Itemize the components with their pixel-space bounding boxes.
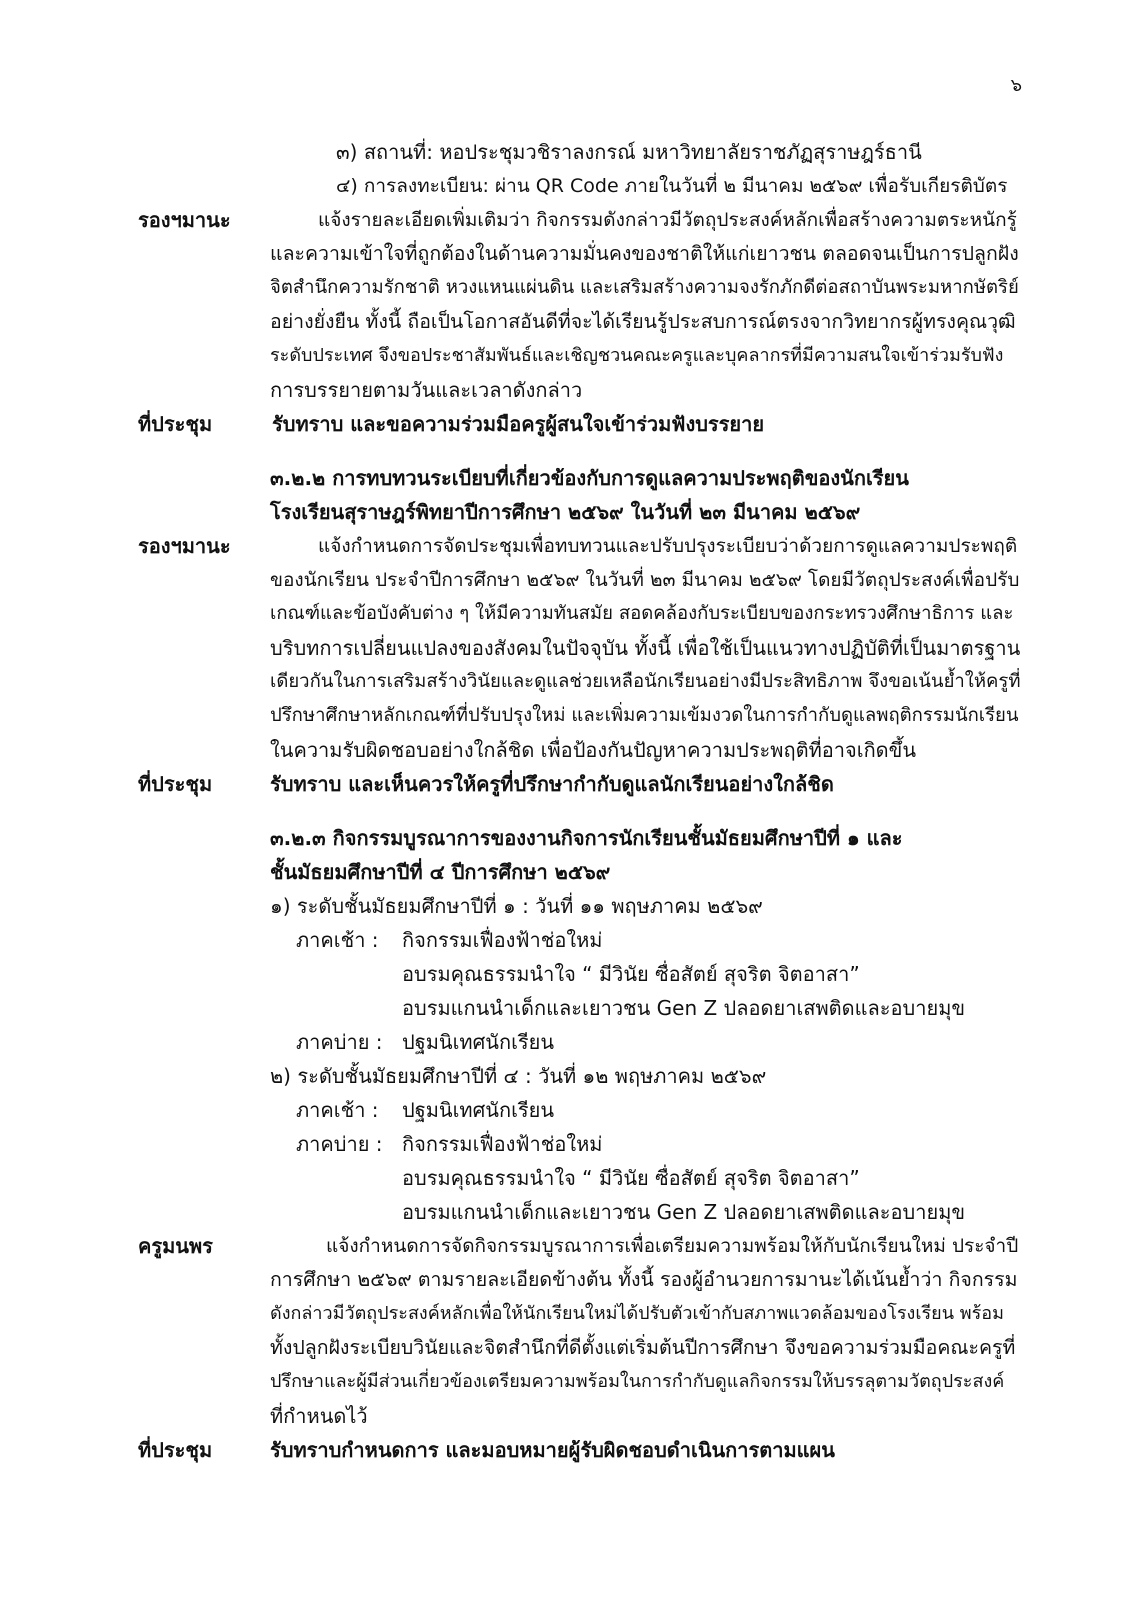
paragraph-line: ปรึกษาศึกษาหลักเกณฑ์ที่ปรับปรุงใหม่ และเพิ่มความเข้มงวดในการกำกับดูแลพฤติกรรมนักเรียน xyxy=(270,705,1019,726)
paragraph-line: การบรรยายตามวันและเวลาดังกล่าว xyxy=(270,378,583,402)
activity-item: ปฐมนิเทศนักเรียน xyxy=(402,1030,555,1054)
paragraph-line: จิตสำนึกความรักชาติ หวงแหนแผ่นดิน และเสริมสร้างความจงรักภักดีต่อสถาบันพระมหากษัตริย์ xyxy=(270,277,1019,298)
afternoon-label: ภาคบ่าย : xyxy=(296,1030,383,1054)
level-4-schedule: ๒) ระดับชั้นมัธยมศึกษาปีที่ ๔ : วันที่ ๑๒ พฤษภาคม ๒๕๖๙ xyxy=(270,1064,767,1088)
section-heading: ๓.๒.๓ กิจกรรมบูรณาการของงานกิจการนักเรียนชั้นมัธยมศึกษาปีที่ ๑ และ xyxy=(270,826,903,850)
paragraph-line: ของนักเรียน ประจำปีการศึกษา ๒๕๖๙ ในวันที่ ๒๓ มีนาคม ๒๕๖๙ โดยมีวัตถุประสงค์เพื่อปรับ xyxy=(270,569,1020,591)
paragraph-line: บริบทการเปลี่ยนแปลงของสังคมในปัจจุบัน ทั้งนี้ เพื่อใช้เป็นแนวทางปฏิบัติที่เป็นมาตรฐาน xyxy=(270,636,1021,660)
registration-item: ๔) การลงทะเบียน: ผ่าน QR Code ภายในวันที่ ๒ มีนาคม ๒๕๖๙ เพื่อรับเกียรติบัตร xyxy=(336,175,1008,197)
paragraph-line: ในความรับผิดชอบอย่างใกล้ชิด เพื่อป้องกันปัญหาความประพฤติที่อาจเกิดขึ้น xyxy=(270,738,917,762)
afternoon-label: ภาคบ่าย : xyxy=(296,1132,383,1156)
page-number: ๖ xyxy=(1010,75,1022,96)
paragraph-line: ที่กำหนดไว้ xyxy=(270,1404,368,1428)
resolution-text: รับทราบ และเห็นควรให้ครูที่ปรึกษากำกับดูแลนักเรียนอย่างใกล้ชิด xyxy=(270,772,834,796)
activity-item: กิจกรรมเฟื่องฟ้าช่อใหม่ xyxy=(402,928,603,952)
paragraph-line: แจ้งกำหนดการจัดกิจกรรมบูรณาการเพื่อเตรียมความพร้อมให้กับนักเรียนใหม่ ประจำปี xyxy=(326,1235,1019,1257)
paragraph-line: การศึกษา ๒๕๖๙ ตามรายละเอียดข้างต้น ทั้งนี้ รองผู้อำนวยการมานะได้เน้นย้ำว่า กิจกรรม xyxy=(270,1268,1018,1291)
resolution-label: ที่ประชุม xyxy=(138,1438,213,1462)
resolution-text: รับทราบ และขอความร่วมมือครูผู้สนใจเข้าร่วมฟังบรรยาย xyxy=(272,412,765,436)
activity-item: กิจกรรมเฟื่องฟ้าช่อใหม่ xyxy=(402,1132,603,1156)
activity-item: อบรมแกนนำเด็กและเยาวชน Gen Z ปลอดยาเสพติดและอบายมุข xyxy=(402,996,966,1020)
paragraph-line: ทั้งปลูกฝังระเบียบวินัยและจิตสำนึกที่ดีตั้งแต่เริ่มต้นปีการศึกษา จึงขอความร่วมมือคณะครูที่ xyxy=(270,1336,1016,1359)
paragraph-line: ปรึกษาและผู้มีส่วนเกี่ยวข้องเตรียมความพร้อมในการกำกับดูแลกิจกรรมให้บรรลุตามวัตถุประสงค์ xyxy=(270,1371,1005,1392)
paragraph-line: ระดับประเทศ จึงขอประชาสัมพันธ์และเชิญชวนคณะครูและบุคลากรที่มีความสนใจเข้าร่วมรับฟัง xyxy=(270,345,1004,366)
section-heading: ๓.๒.๒ การทบทวนระเบียบที่เกี่ยวข้องกับการดูแลความประพฤติของนักเรียน xyxy=(270,466,909,490)
paragraph-line: และความเข้าใจที่ถูกต้องในด้านความมั่นคงของชาติให้แก่เยาวชน ตลอดจนเป็นการปลูกฝัง xyxy=(270,242,1019,265)
paragraph-line: แจ้งกำหนดการจัดประชุมเพื่อทบทวนและปรับปรุงระเบียบว่าด้วยการดูแลความประพฤติ xyxy=(318,535,1018,557)
resolution-label: ที่ประชุม xyxy=(138,772,213,796)
morning-label: ภาคเช้า : xyxy=(296,928,379,952)
paragraph-line: เดียวกันในการเสริมสร้างวินัยและดูแลช่วยเหลือนักเรียนอย่างมีประสิทธิภาพ จึงขอเน้นย้ำให้ครูที่ xyxy=(270,671,1021,692)
speaker-label: รองฯมานะ xyxy=(138,208,231,232)
section-heading: โรงเรียนสุราษฎร์พิทยาปีการศึกษา ๒๕๖๙ ในวันที่ ๒๓ มีนาคม ๒๕๖๙ xyxy=(270,500,861,524)
activity-item: อบรมแกนนำเด็กและเยาวชน Gen Z ปลอดยาเสพติดและอบายมุข xyxy=(402,1200,966,1224)
resolution-text: รับทราบกำหนดการ และมอบหมายผู้รับผิดชอบดำเนินการตามแผน xyxy=(270,1438,835,1462)
activity-item: อบรมคุณธรรมนำใจ “ มีวินัย ซื่อสัตย์ สุจริต จิตอาสา” xyxy=(402,1166,860,1190)
speaker-label: ครูมนพร xyxy=(138,1234,213,1258)
paragraph-line: อย่างยั่งยืน ทั้งนี้ ถือเป็นโอกาสอันดีที่จะได้เรียนรู้ประสบการณ์ตรงจากวิทยากรผู้ทรงคุณวุฒิ xyxy=(270,310,1016,333)
paragraph-line: ดังกล่าวมีวัตถุประสงค์หลักเพื่อให้นักเรียนใหม่ได้ปรับตัวเข้ากับสภาพแวดล้อมของโรงเรียน พร้อม xyxy=(270,1303,1004,1324)
resolution-label: ที่ประชุม xyxy=(138,412,213,436)
speaker-label: รองฯมานะ xyxy=(138,534,231,558)
section-heading: ชั้นมัธยมศึกษาปีที่ ๔ ปีการศึกษา ๒๕๖๙ xyxy=(270,860,611,884)
paragraph-line: เกณฑ์และข้อบังคับต่าง ๆ ให้มีความทันสมัย สอดคล้องกับระเบียบของกระทรวงศึกษาธิการ และ xyxy=(270,603,1014,624)
morning-label: ภาคเช้า : xyxy=(296,1098,379,1122)
activity-item: อบรมคุณธรรมนำใจ “ มีวินัย ซื่อสัตย์ สุจริต จิตอาสา” xyxy=(402,962,860,986)
paragraph-line: แจ้งรายละเอียดเพิ่มเติมว่า กิจกรรมดังกล่าวมีวัตถุประสงค์หลักเพื่อสร้างความตระหนักรู้ xyxy=(318,209,1017,231)
venue-item: ๓) สถานที่: หอประชุมวชิราลงกรณ์ มหาวิทยาลัยราชภัฏสุราษฎร์ธานี xyxy=(336,140,922,164)
activity-item: ปฐมนิเทศนักเรียน xyxy=(402,1098,555,1122)
level-1-schedule: ๑) ระดับชั้นมัธยมศึกษาปีที่ ๑ : วันที่ ๑๑ พฤษภาคม ๒๕๖๙ xyxy=(270,894,763,918)
